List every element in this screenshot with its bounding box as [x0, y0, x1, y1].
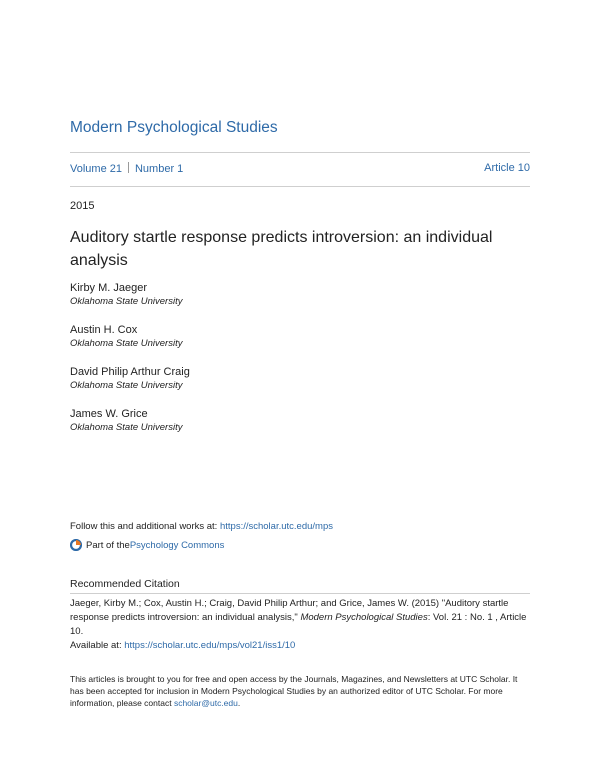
citation-divider	[70, 593, 530, 594]
article-link[interactable]: Article 10	[484, 162, 530, 174]
part-of-line	[70, 539, 224, 551]
part-of-text: Part of the	[86, 539, 130, 551]
author-name: David Philip Arthur Craig	[70, 366, 190, 378]
author-affiliation: Oklahoma State University	[70, 380, 183, 391]
commons-icon	[70, 539, 82, 551]
author-entry	[70, 407, 190, 434]
paper-title: Auditory startle response predicts introversion: an individual analysis	[70, 229, 493, 269]
volume-link[interactable]: Volume 21	[70, 163, 122, 175]
author-affiliation: Oklahoma State University	[70, 296, 183, 307]
author-affiliation: Oklahoma State University	[70, 422, 183, 433]
author-entry	[70, 281, 190, 308]
contact-email-link[interactable]: scholar@utc.edu	[173, 698, 238, 708]
citation-text	[70, 597, 530, 653]
number-link[interactable]: Number 1	[134, 163, 184, 175]
issue-separator	[128, 162, 129, 173]
follow-link[interactable]: https://scholar.utc.edu/mps	[219, 521, 333, 532]
author-list	[70, 281, 190, 449]
author-affiliation: Oklahoma State University	[70, 338, 183, 349]
author-name: Kirby M. Jaeger	[70, 282, 148, 294]
citation-journal: Modern Psychological Studies	[300, 612, 428, 623]
author-entry	[70, 365, 190, 392]
access-notice	[70, 673, 530, 709]
notice-end: .	[237, 698, 241, 708]
issue-divider	[70, 186, 530, 187]
author-entry	[70, 323, 190, 350]
header-divider	[70, 152, 530, 153]
available-link[interactable]: https://scholar.utc.edu/mps/vol21/iss1/10	[124, 640, 296, 651]
citation-details: : Vol. 21 : No. 1 , Article 10.	[70, 612, 527, 637]
follow-line	[70, 521, 333, 532]
issue-line	[70, 162, 530, 178]
commons-link[interactable]: Psychology Commons	[129, 539, 225, 551]
follow-text: Follow this and additional works at:	[70, 521, 220, 532]
recommended-citation-heading: Recommended Citation	[70, 578, 180, 590]
available-label: Available at:	[70, 640, 125, 651]
notice-text: This articles is brought to you for free and open access by the Journals, Magazines, and Newsletters at UTC Scholar. It has been accepted for inclusion in Modern Psychological Studies by an authorized editor of UTC Scholar. For more information, please contact	[70, 674, 518, 708]
author-name: Austin H. Cox	[70, 324, 138, 336]
journal-title[interactable]: Modern Psychological Studies	[70, 119, 278, 136]
publication-year: 2015	[70, 200, 95, 212]
author-name: James W. Grice	[70, 408, 148, 420]
citation-authors: Jaeger, Kirby M.; Cox, Austin H.; Craig, David Philip Arthur; and Grice, James W. (2015) "Auditory startle response predicts introversion: an individual analysis,"	[70, 598, 509, 623]
